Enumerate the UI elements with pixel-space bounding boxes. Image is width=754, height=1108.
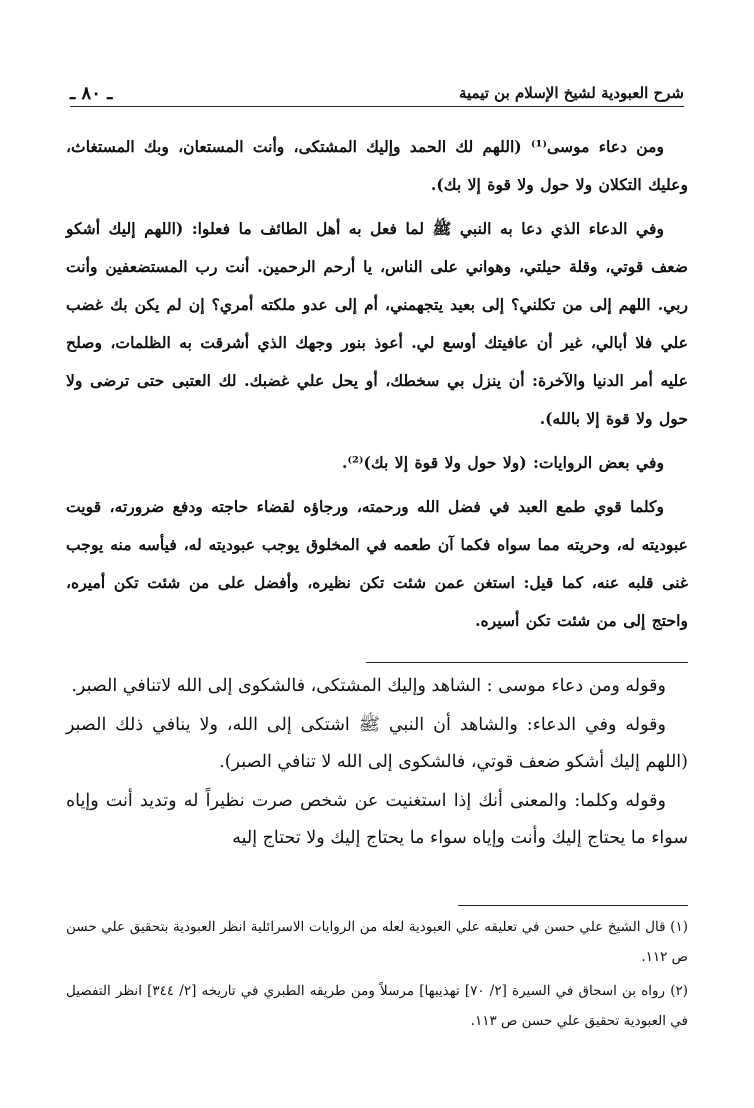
running-title: شرح العبودية لشيخ الإسلام بن تيمية [458,84,684,102]
matn-paragraph-1: ومن دعاء موسى⁽¹⁾ (اللهم لك الحمد وإليك المشتكى، وأنت المستعان، وبك المستغاث، وعليك التكلان ولا حول ولا قوة إلا بك). [66,137,688,194]
footnotes [66,912,688,1040]
commentary-paragraph-2: وقوله وفي الدعاء: والشاهد أن النبي ﷺ اشتكى إلى الله، ولا ينافي ذلك الصبر (اللهم إليك أشكو ضعف قوتي، فالشكوى إلى الله لا تنافي الصبر). [66,715,688,772]
commentary-paragraph-1: وقوله ومن دعاء موسى : الشاهد وإليك المشتكى، فالشكوى إلى الله لاتنافي الصبر. [71,676,666,696]
matn-paragraph-2: وفي الدعاء الذي دعا به النبي ﷺ لما فعل به أهل الطائف ما فعلوا: (اللهم إليك أشكو ضعف قوتي، وقلة حيلتي، وهواني على الناس، يا أرحم الرحمين. أنت رب المستضعفين وأنت ربي. اللهم إلى من تكلني؟ إلى بعيد يتجهمني، أم إلى عدو ملكته أمري؟ إن لم يكن بك غضب علي فلا أبالي، غير أن عافيتك أوسع لي. أعوذ بنور وجهك الذي أشرقت به الظلمات، وصلح عليه أمر الدنيا والآخرة: أن ينزل بي سخطك، أو يحل علي غضبك. لك العتبى حتى ترضى ولا حول ولا قوة إلا بالله). [66,219,688,428]
matn-paragraph-3: وفي بعض الروايات: (ولا حول ولا قوة إلا بك)⁽²⁾. [341,453,664,472]
footnote-1: (١) قال الشيخ علي حسن في تعليقه علي العبودية لعله من الروايات الاسرائلية انظر العبودية بتحقيق علي حسن ص ١١٢. [66,919,688,965]
commentary-text [66,668,688,859]
commentary-paragraph-3: وقوله وكلما: والمعنى أنك إذا استغنيت عن شخص صرت نظيراً له وتديد أنت وإياه سواء ما يحتاج إليك وأنت وإياه سواء ما يحتاج إليك ولا تحتاج إليه [66,791,688,848]
page-header [70,76,684,107]
matn-paragraph-4: وكلما قوي طمع العبد في فضل الله ورحمته، ورجاؤه لقضاء حاجته ودفع ضرورته، قويت عبوديته له، وحريته مما سواه فكما آن طعمه في المخلوق يوجب عبوديته له، فيأسه منه يوجب غنى قلبه عنه، كما قيل: استغن عمن شئت تكن نظيره، وأفضل على من شئت تكن أميره، واحتج إلى من شئت تكن أسيره. [66,497,688,630]
footnote-divider [458,905,688,906]
section-divider [366,662,688,663]
main-text [66,128,688,646]
footnote-2: (٢) رواه بن اسحاق في السيرة [٢/ ٧٠] تهذيبها] مرسلاً ومن طريقه الطبري في تاريخه [٢/ ٣٤٤] انظر التفصيل في العبودية تحقيق علي حسن ص ١١٣. [66,983,689,1029]
page-number: ـ ٨٠ ـ [70,83,113,104]
